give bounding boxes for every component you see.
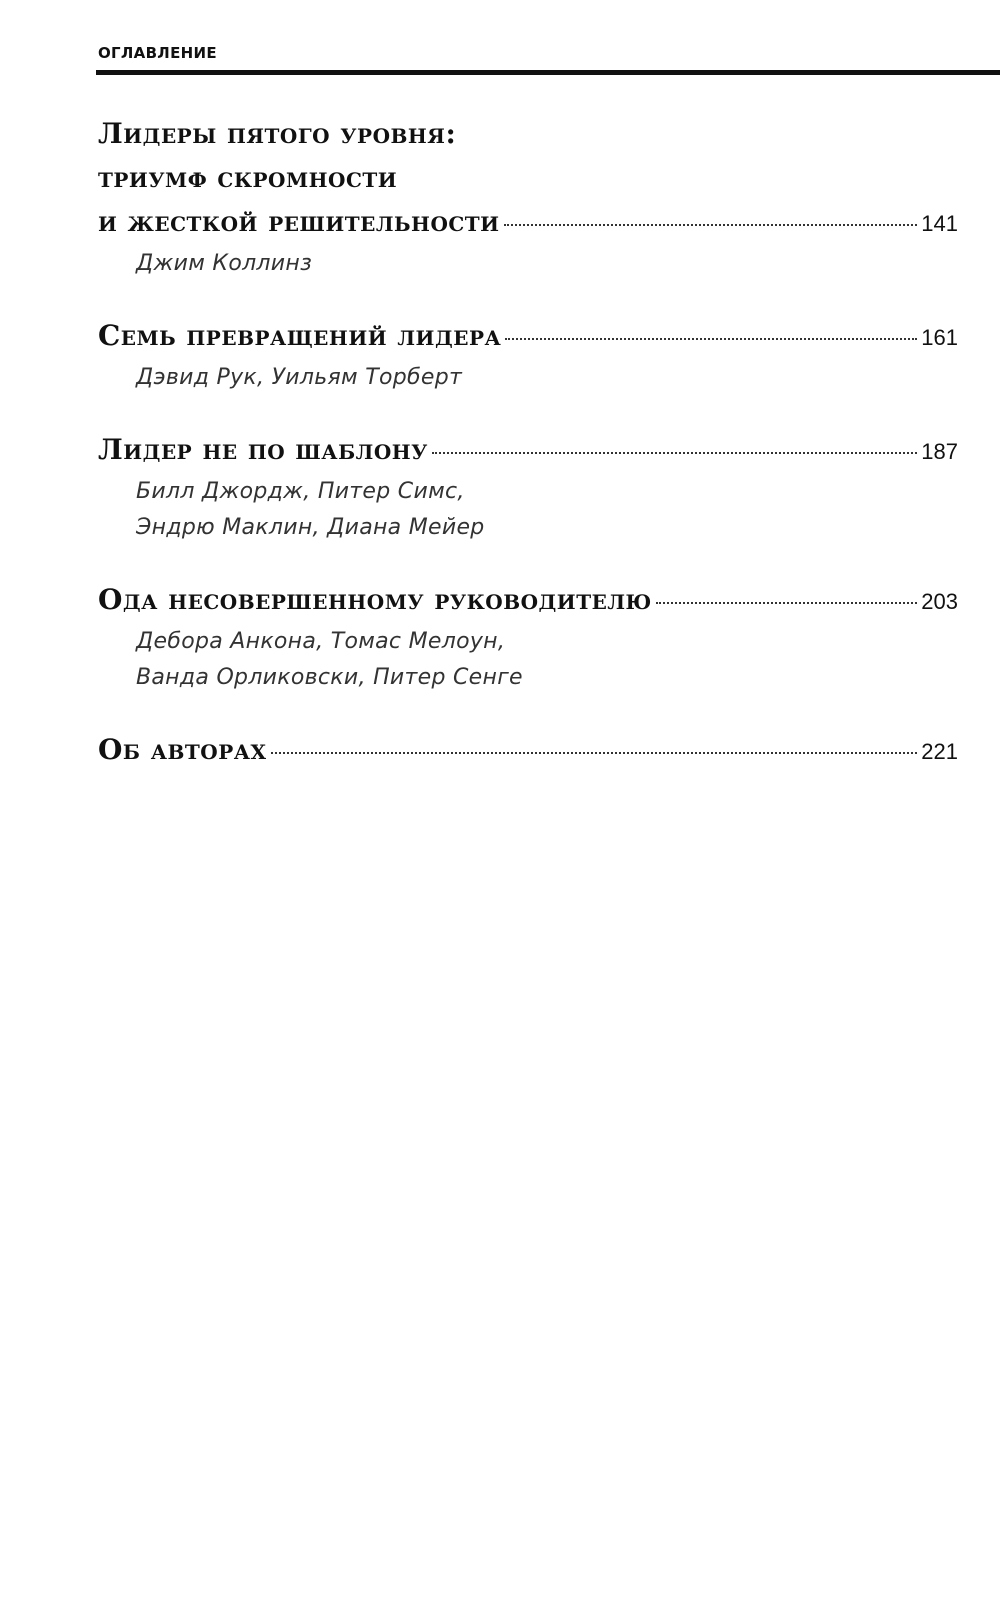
header-rule [96,70,1000,75]
table-of-contents [98,112,958,806]
page-number: 141 [921,211,958,236]
entry-authors: Ванда Орликовски, Питер Сенге [136,665,523,690]
entry-title-line: триумф скромности [98,161,398,194]
entry-title-last-line [98,200,958,246]
entry-title-line: Об авторах [98,733,267,766]
entry-title-line: Ода несовершенному руководителю [98,583,652,616]
entry-title-last-line [98,728,958,774]
page-number: 161 [921,325,958,350]
dot-leader [504,224,918,226]
entry-title-line: и жесткой решительности [98,205,500,238]
entry-authors: Дэвид Рук, Уильям Торберт [136,365,463,390]
page-number: 187 [921,439,958,464]
dot-leader [432,452,917,454]
running-header: ОГЛАВЛЕНИЕ [98,44,217,62]
toc-entry-about-authors[interactable] [98,728,958,774]
entry-title-last-line [98,428,958,474]
toc-entry-authentic-leader[interactable] [98,428,958,546]
dot-leader [271,752,918,754]
entry-authors: Джим Коллинз [136,251,313,276]
entry-title-line: Семь превращений лидера [98,319,502,352]
page-number: 203 [921,589,958,614]
toc-entry-seven-transformations[interactable] [98,314,958,396]
toc-entry-fifth-level-leaders[interactable] [98,112,958,282]
entry-title-last-line [98,314,958,360]
entry-title-line: Лидер не по шаблону [98,433,428,466]
entry-authors: Дебора Анкона, Томас Мелоун, [136,629,506,654]
entry-authors: Эндрю Маклин, Диана Мейер [136,515,485,540]
page-number: 221 [921,739,958,764]
dot-leader [656,602,918,604]
dot-leader [505,338,917,340]
entry-title-last-line [98,578,958,624]
toc-entry-incomplete-leader[interactable] [98,578,958,696]
entry-authors: Билл Джордж, Питер Симс, [136,479,465,504]
entry-title-line: Лидеры пятого уровня: [98,117,457,150]
